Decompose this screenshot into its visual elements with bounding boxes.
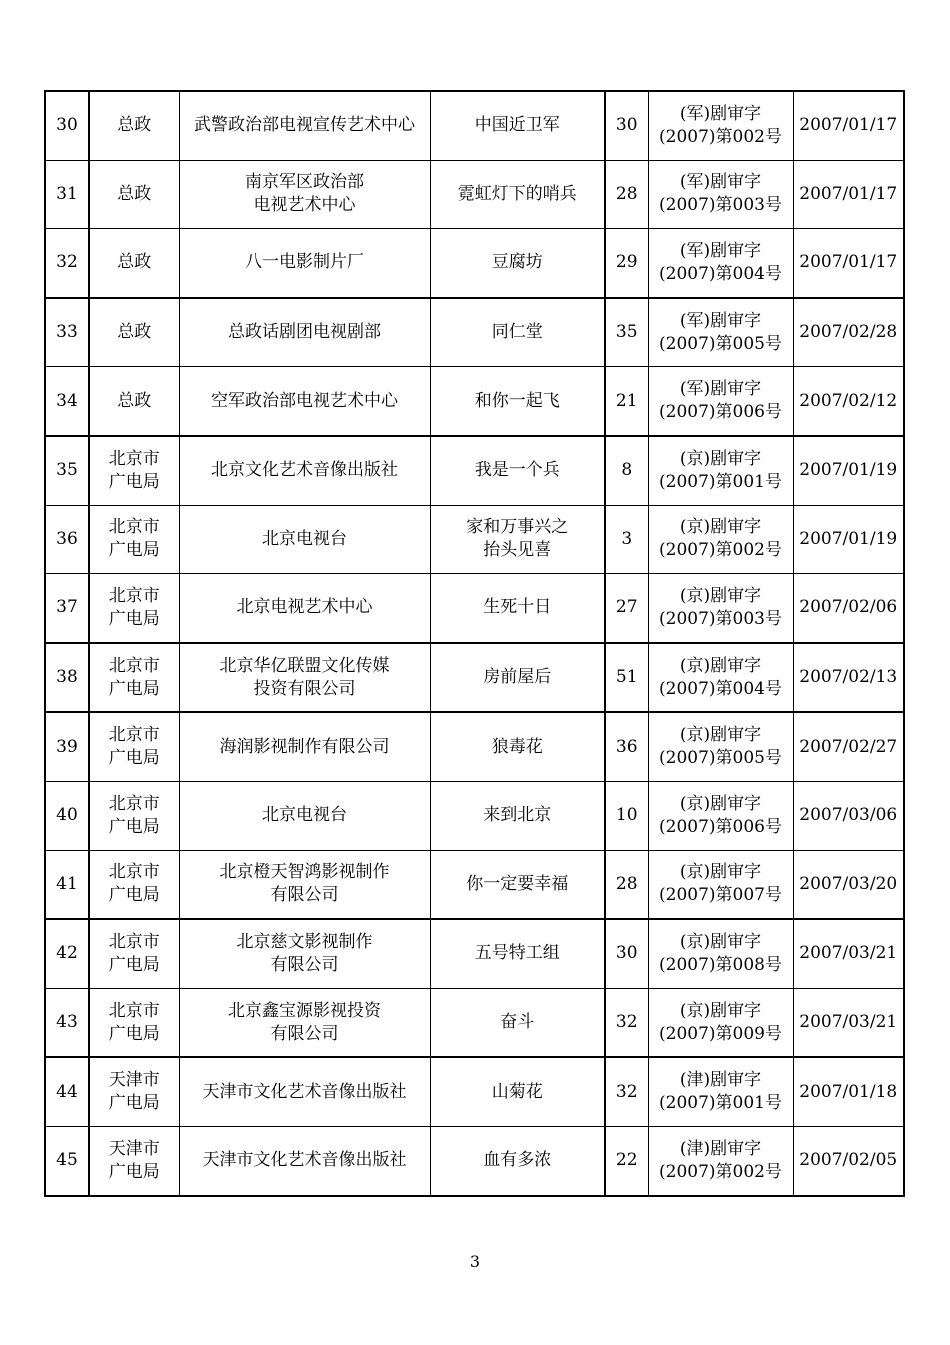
cell-department: 北京市 广电局 [89,919,179,988]
cell-episodes: 8 [605,436,648,505]
cell-date: 2007/02/05 [793,1126,904,1195]
cell-serial-number: 40 [45,781,89,850]
cell-organization: 南京军区政治部 电视艺术中心 [179,160,430,229]
cell-date: 2007/03/06 [793,781,904,850]
cell-episodes: 32 [605,1057,648,1126]
cell-drama-title: 你一定要幸福 [430,850,605,919]
cell-drama-title: 霓虹灯下的哨兵 [430,160,605,229]
cell-date: 2007/03/21 [793,988,904,1057]
cell-serial-number: 32 [45,229,89,298]
cell-serial-number: 44 [45,1057,89,1126]
table-row [45,781,904,850]
cell-serial-number: 36 [45,505,89,574]
cell-permit-number: (京)剧审字 (2007)第003号 [648,574,793,643]
cell-drama-title: 山菊花 [430,1057,605,1126]
cell-permit-number: (京)剧审字 (2007)第008号 [648,919,793,988]
table-row [45,712,904,781]
cell-permit-number: (津)剧审字 (2007)第001号 [648,1057,793,1126]
cell-permit-number: (京)剧审字 (2007)第007号 [648,850,793,919]
cell-drama-title: 血有多浓 [430,1126,605,1195]
table-row [45,436,904,505]
cell-episodes: 30 [605,919,648,988]
cell-drama-title: 家和万事兴之 抬头见喜 [430,505,605,574]
cell-permit-number: (京)剧审字 (2007)第002号 [648,505,793,574]
cell-drama-title: 房前屋后 [430,643,605,713]
cell-permit-number: (军)剧审字 (2007)第004号 [648,229,793,298]
cell-department: 总政 [89,367,179,436]
cell-drama-title: 奋斗 [430,988,605,1057]
cell-drama-title: 同仁堂 [430,298,605,367]
cell-permit-number: (京)剧审字 (2007)第005号 [648,712,793,781]
cell-organization: 天津市文化艺术音像出版社 [179,1126,430,1195]
cell-organization: 海润影视制作有限公司 [179,712,430,781]
cell-serial-number: 34 [45,367,89,436]
cell-department: 总政 [89,298,179,367]
cell-drama-title: 豆腐坊 [430,229,605,298]
cell-episodes: 28 [605,850,648,919]
cell-permit-number: (京)剧审字 (2007)第009号 [648,988,793,1057]
cell-organization: 空军政治部电视艺术中心 [179,367,430,436]
cell-date: 2007/03/21 [793,919,904,988]
cell-permit-number: (京)剧审字 (2007)第004号 [648,643,793,713]
table-row [45,850,904,919]
table-row [45,919,904,988]
cell-drama-title: 狼毒花 [430,712,605,781]
cell-date: 2007/03/20 [793,850,904,919]
cell-permit-number: (军)剧审字 (2007)第006号 [648,367,793,436]
cell-episodes: 29 [605,229,648,298]
cell-organization: 总政话剧团电视剧部 [179,298,430,367]
cell-organization: 八一电影制片厂 [179,229,430,298]
cell-date: 2007/02/06 [793,574,904,643]
cell-episodes: 28 [605,160,648,229]
cell-episodes: 36 [605,712,648,781]
cell-episodes: 10 [605,781,648,850]
table-row [45,988,904,1057]
table-body [45,91,904,1196]
cell-date: 2007/01/18 [793,1057,904,1126]
cell-organization: 北京电视台 [179,505,430,574]
cell-episodes: 22 [605,1126,648,1195]
cell-organization: 北京华亿联盟文化传媒 投资有限公司 [179,643,430,713]
cell-episodes: 21 [605,367,648,436]
cell-drama-title: 我是一个兵 [430,436,605,505]
cell-date: 2007/01/17 [793,91,904,160]
cell-department: 北京市 广电局 [89,988,179,1057]
cell-permit-number: (京)剧审字 (2007)第001号 [648,436,793,505]
table-row [45,505,904,574]
cell-drama-title: 中国近卫军 [430,91,605,160]
cell-date: 2007/02/12 [793,367,904,436]
table-row [45,367,904,436]
cell-permit-number: (军)剧审字 (2007)第005号 [648,298,793,367]
cell-date: 2007/02/13 [793,643,904,713]
table-row [45,574,904,643]
cell-episodes: 30 [605,91,648,160]
cell-episodes: 3 [605,505,648,574]
cell-organization: 北京电视艺术中心 [179,574,430,643]
cell-organization: 天津市文化艺术音像出版社 [179,1057,430,1126]
cell-permit-number: (军)剧审字 (2007)第002号 [648,91,793,160]
page-number: 3 [469,1252,481,1271]
cell-permit-number: (津)剧审字 (2007)第002号 [648,1126,793,1195]
cell-date: 2007/02/27 [793,712,904,781]
cell-date: 2007/01/19 [793,505,904,574]
cell-organization: 武警政治部电视宣传艺术中心 [179,91,430,160]
cell-serial-number: 42 [45,919,89,988]
cell-department: 北京市 广电局 [89,712,179,781]
records-table [44,90,905,1197]
cell-serial-number: 30 [45,91,89,160]
cell-episodes: 35 [605,298,648,367]
cell-date: 2007/02/28 [793,298,904,367]
cell-department: 总政 [89,229,179,298]
cell-serial-number: 35 [45,436,89,505]
cell-organization: 北京文化艺术音像出版社 [179,436,430,505]
table-row [45,160,904,229]
cell-serial-number: 45 [45,1126,89,1195]
cell-serial-number: 41 [45,850,89,919]
cell-department: 天津市 广电局 [89,1126,179,1195]
cell-episodes: 27 [605,574,648,643]
cell-serial-number: 37 [45,574,89,643]
cell-department: 总政 [89,91,179,160]
cell-department: 北京市 广电局 [89,850,179,919]
cell-department: 总政 [89,160,179,229]
cell-drama-title: 五号特工组 [430,919,605,988]
cell-department: 北京市 广电局 [89,781,179,850]
table-row [45,643,904,713]
cell-date: 2007/01/17 [793,160,904,229]
cell-department: 北京市 广电局 [89,574,179,643]
cell-permit-number: (军)剧审字 (2007)第003号 [648,160,793,229]
table-row [45,91,904,160]
cell-drama-title: 来到北京 [430,781,605,850]
cell-serial-number: 31 [45,160,89,229]
table-row [45,1126,904,1195]
cell-department: 北京市 广电局 [89,505,179,574]
cell-episodes: 32 [605,988,648,1057]
cell-date: 2007/01/17 [793,229,904,298]
cell-organization: 北京橙天智鸿影视制作 有限公司 [179,850,430,919]
table-row [45,229,904,298]
cell-organization: 北京慈文影视制作 有限公司 [179,919,430,988]
cell-serial-number: 39 [45,712,89,781]
cell-date: 2007/01/19 [793,436,904,505]
cell-serial-number: 38 [45,643,89,713]
cell-department: 北京市 广电局 [89,643,179,713]
cell-serial-number: 33 [45,298,89,367]
cell-organization: 北京电视台 [179,781,430,850]
cell-department: 天津市 广电局 [89,1057,179,1126]
cell-drama-title: 和你一起飞 [430,367,605,436]
cell-organization: 北京鑫宝源影视投资 有限公司 [179,988,430,1057]
cell-department: 北京市 广电局 [89,436,179,505]
cell-serial-number: 43 [45,988,89,1057]
cell-episodes: 51 [605,643,648,713]
table-row [45,298,904,367]
cell-drama-title: 生死十日 [430,574,605,643]
table-row [45,1057,904,1126]
cell-permit-number: (京)剧审字 (2007)第006号 [648,781,793,850]
